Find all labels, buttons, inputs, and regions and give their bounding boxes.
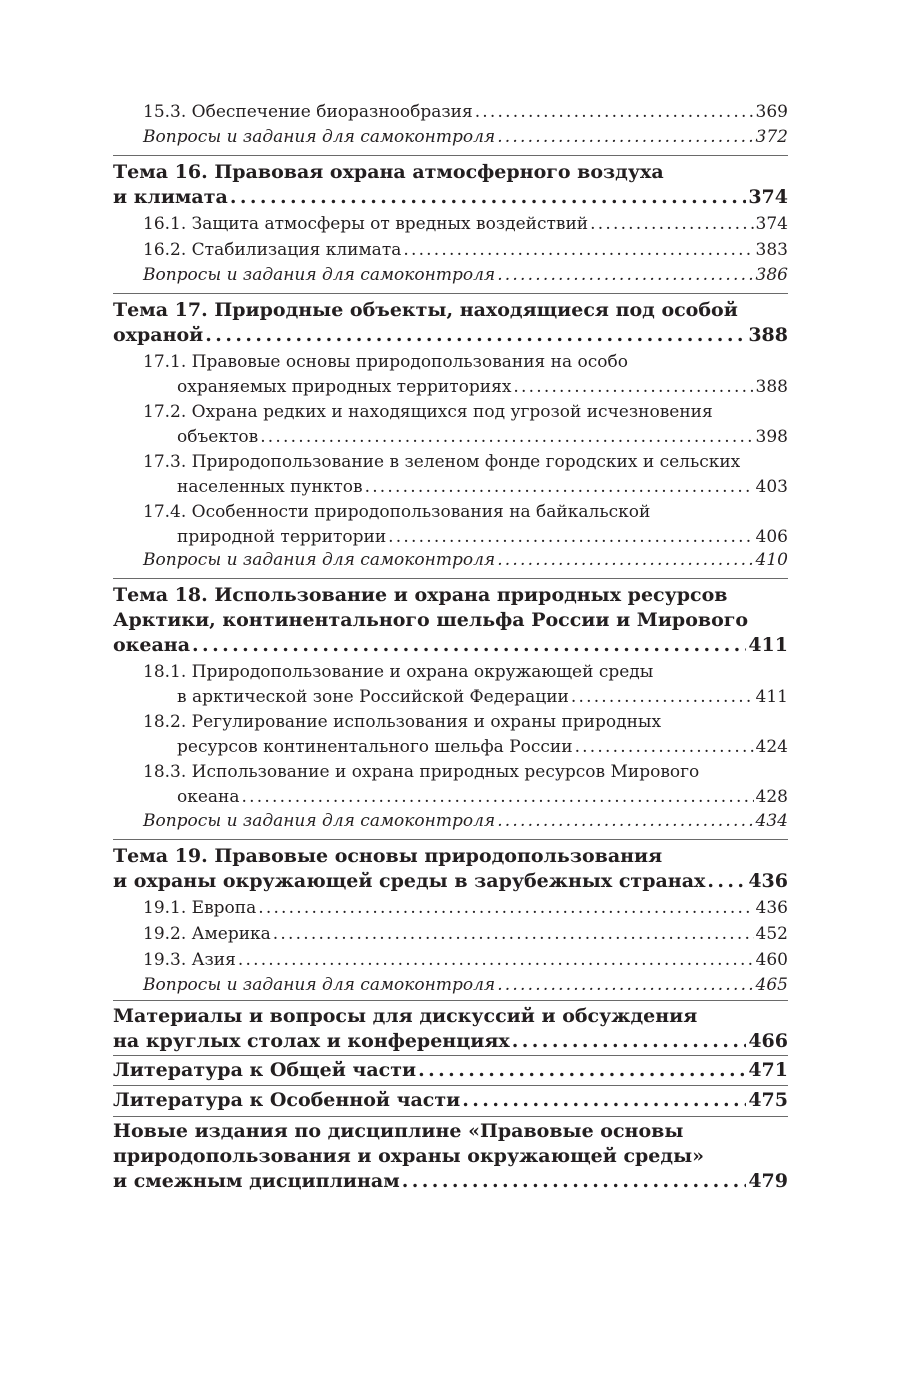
toc-page-number: 374 — [748, 186, 788, 208]
leader-dots — [403, 238, 753, 263]
toc-entry[interactable] — [143, 212, 788, 237]
toc-page-number: 471 — [748, 1059, 788, 1081]
toc-topic[interactable] — [113, 583, 788, 658]
toc-entry-title: Вопросы и задания для самоконтроля — [143, 811, 496, 831]
toc-page-number: 479 — [748, 1170, 788, 1192]
toc-entry[interactable] — [143, 760, 788, 810]
toc-topic-title: Тема 18. Использование и охрана природных ресурсов — [113, 584, 728, 606]
toc-entry-title: охраняемых природных территориях — [177, 377, 512, 397]
toc-topic[interactable] — [113, 844, 788, 894]
leader-dots — [402, 1169, 747, 1194]
leader-dots — [497, 548, 753, 573]
toc-entry-title: 19.2. Америка — [143, 924, 271, 944]
toc-page-number: 386 — [755, 265, 788, 285]
toc-topic-title: Тема 16. Правовая охрана атмосферного воздуха — [113, 161, 664, 183]
toc-entry-title: 17.3. Природопользование в зеленом фонде городских и сельских — [143, 452, 741, 472]
leader-dots — [273, 922, 754, 947]
toc-page-number: 388 — [755, 377, 788, 397]
section-divider — [113, 293, 788, 294]
toc-entry-title: 19.1. Европа — [143, 898, 257, 918]
leader-dots — [575, 735, 754, 760]
toc-page-number: 475 — [748, 1089, 788, 1111]
leader-dots — [238, 948, 754, 973]
toc-entry-title: 18.1. Природопользование и охрана окружающей среды — [143, 662, 654, 682]
section-divider — [113, 1000, 788, 1001]
toc-page-number: 434 — [755, 811, 788, 831]
section-divider — [113, 839, 788, 840]
toc-page-number: 424 — [755, 737, 788, 757]
toc-topic-title: природопользования и охраны окружающей среды» — [113, 1145, 704, 1167]
toc-entry-title: Вопросы и задания для самоконтроля — [143, 265, 496, 285]
toc-entry-title: ресурсов континентального шельфа России — [177, 737, 573, 757]
leader-dots — [365, 475, 754, 500]
toc-entry-title: 16.1. Защита атмосферы от вредных воздействий — [143, 214, 589, 234]
leader-dots — [388, 525, 753, 550]
toc-page-number: 465 — [755, 975, 788, 995]
leader-dots — [418, 1058, 746, 1083]
toc-entry[interactable] — [143, 450, 788, 500]
toc-page-number: 369 — [755, 102, 788, 122]
toc-entry-title: 16.2. Стабилизация климата — [143, 240, 402, 260]
leader-dots — [192, 633, 746, 658]
toc-topic[interactable] — [113, 298, 788, 348]
toc-page-number: 436 — [755, 898, 788, 918]
leader-dots — [205, 323, 746, 348]
toc-entry-title: в арктической зоне Российской Федерации — [177, 687, 569, 707]
toc-page-number: 406 — [755, 527, 788, 547]
section-divider — [113, 1085, 788, 1086]
leader-dots — [242, 785, 754, 810]
leader-dots — [497, 809, 753, 834]
toc-entry-questions[interactable] — [143, 263, 788, 288]
leader-dots — [512, 1029, 747, 1054]
toc-topic[interactable] — [113, 1004, 788, 1054]
section-divider — [113, 1116, 788, 1117]
toc-topic-title: и охраны окружающей среды в зарубежных странах — [113, 870, 706, 892]
toc-page-number: 428 — [755, 787, 788, 807]
toc-entry-title: 17.4. Особенности природопользования на байкальской — [143, 502, 651, 522]
toc-entry[interactable] — [143, 100, 788, 125]
toc-topic-title: на круглых столах и конференциях — [113, 1030, 510, 1052]
toc-page-number: 411 — [748, 634, 788, 656]
toc-topic-title: Литература к Особенной части — [113, 1089, 461, 1111]
section-divider — [113, 578, 788, 579]
toc-entry[interactable] — [143, 350, 788, 400]
toc-entry-title: 15.3. Обеспечение биоразнообразия — [143, 102, 473, 122]
leader-dots — [260, 425, 753, 450]
toc-topic-title: Арктики, континентального шельфа России и Мирового — [113, 609, 749, 631]
toc-entry-title: 17.2. Охрана редких и находящихся под угрозой исчезновения — [143, 402, 713, 422]
toc-entry-title: Вопросы и задания для самоконтроля — [143, 550, 496, 570]
toc-entry-title: Вопросы и задания для самоконтроля — [143, 975, 496, 995]
leader-dots — [497, 125, 753, 150]
toc-page-number: 452 — [755, 924, 788, 944]
toc-entry-title: населенных пунктов — [177, 477, 363, 497]
toc-entry-title: природной территории — [177, 527, 387, 547]
toc-topic-title: Тема 19. Правовые основы природопользования — [113, 845, 663, 867]
toc-topic[interactable] — [113, 1088, 788, 1113]
toc-entry[interactable] — [143, 238, 788, 263]
toc-entry[interactable] — [143, 896, 788, 921]
leader-dots — [497, 973, 753, 998]
toc-page-number: 372 — [755, 127, 788, 147]
toc-entry-title: 19.3. Азия — [143, 950, 236, 970]
toc-topic-title: Материалы и вопросы для дискуссий и обсуждения — [113, 1005, 698, 1027]
toc-entry-title: океана — [177, 787, 240, 807]
toc-entry[interactable] — [143, 922, 788, 947]
leader-dots — [497, 263, 753, 288]
toc-topic-title: Тема 17. Природные объекты, находящиеся под особой — [113, 299, 738, 321]
toc-entry[interactable] — [143, 710, 788, 760]
leader-dots — [462, 1088, 746, 1113]
toc-topic-title: Литература к Общей части — [113, 1059, 417, 1081]
toc-topic[interactable] — [113, 1058, 788, 1083]
leader-dots — [571, 685, 754, 710]
toc-topic[interactable] — [113, 1119, 788, 1194]
section-divider — [113, 155, 788, 156]
toc-page-number: 383 — [755, 240, 788, 260]
toc-page-number: 388 — [748, 324, 788, 346]
leader-dots — [513, 375, 753, 400]
toc-entry-title: Вопросы и задания для самоконтроля — [143, 127, 496, 147]
toc-entry-questions[interactable] — [143, 809, 788, 834]
toc-topic-title: Новые издания по дисциплине «Правовые основы — [113, 1120, 684, 1142]
leader-dots — [475, 100, 754, 125]
toc-entry-questions[interactable] — [143, 973, 788, 998]
toc-entry[interactable] — [143, 400, 788, 450]
toc-page-number: 374 — [755, 214, 788, 234]
toc-entry-title: объектов — [177, 427, 259, 447]
toc-topic-title: и смежным дисциплинам — [113, 1170, 400, 1192]
leader-dots — [230, 185, 747, 210]
toc-page-number: 398 — [755, 427, 788, 447]
toc-entry-title: 18.3. Использование и охрана природных ресурсов Мирового — [143, 762, 700, 782]
section-divider — [113, 1055, 788, 1056]
leader-dots — [590, 212, 753, 237]
toc-page-number: 460 — [755, 950, 788, 970]
toc-topic-title: океана — [113, 634, 191, 656]
toc-entry-questions[interactable] — [143, 548, 788, 573]
toc-topic-title: охраной — [113, 324, 204, 346]
toc-entry-title: 18.2. Регулирование использования и охраны природных — [143, 712, 662, 732]
toc-entry[interactable] — [143, 948, 788, 973]
leader-dots — [707, 869, 746, 894]
toc-topic-title: и климата — [113, 186, 228, 208]
toc-page-number: 403 — [755, 477, 788, 497]
toc-entry-questions[interactable] — [143, 125, 788, 150]
toc-entry[interactable] — [143, 500, 788, 550]
toc-page-number: 466 — [748, 1030, 788, 1052]
toc-entry[interactable] — [143, 660, 788, 710]
toc-page-number: 436 — [748, 870, 788, 892]
toc-topic[interactable] — [113, 160, 788, 210]
toc-page-number: 411 — [755, 687, 788, 707]
leader-dots — [258, 896, 753, 921]
toc-entry-title: 17.1. Правовые основы природопользования на особо — [143, 352, 629, 372]
toc-page-number: 410 — [755, 550, 788, 570]
